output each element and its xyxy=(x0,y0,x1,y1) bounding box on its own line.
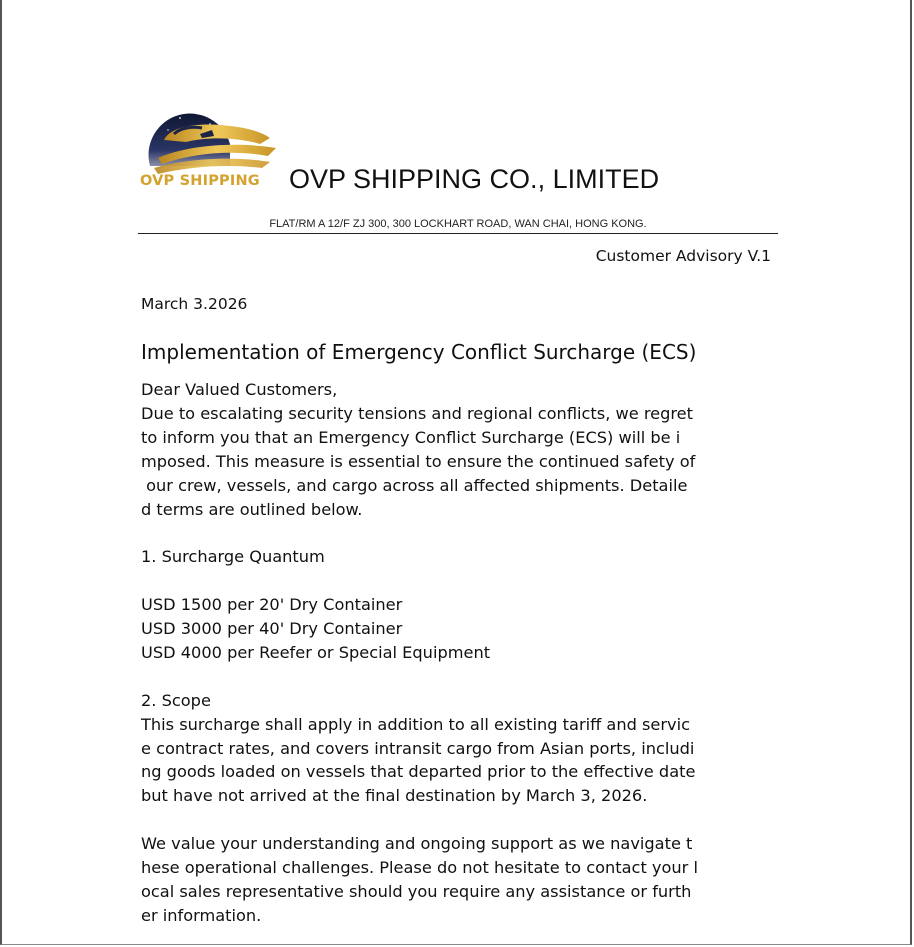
paragraph-gap xyxy=(141,808,781,832)
letter-date: March 3.2026 xyxy=(141,295,248,313)
paragraph-gap xyxy=(141,569,781,593)
company-address: FLAT/RM A 12/F ZJ 300, 300 LOCKHART ROAD, WAN CHAI, HONG KONG. xyxy=(269,218,647,230)
surcharge-item: USD 4000 per Reefer or Special Equipment xyxy=(141,642,491,662)
closing-line: We value your understanding and ongoing support as we navigate t xyxy=(141,834,693,854)
closing-line: hese operational challenges. Please do not hesitate to contact your l xyxy=(141,858,698,878)
letter-heading: Implementation of Emergency Conflict Surcharge (ECS) xyxy=(141,340,697,364)
intro-line: to inform you that an Emergency Conflict Surcharge (ECS) will be i xyxy=(141,427,681,447)
surcharge-item: USD 3000 per 40' Dry Container xyxy=(141,619,403,639)
scope-line: but have not arrived at the final destination by March 3, 2026. xyxy=(141,786,648,806)
paragraph-gap xyxy=(141,665,781,689)
surcharge-item: USD 1500 per 20' Dry Container xyxy=(141,595,403,615)
paragraph-gap xyxy=(141,521,781,545)
salutation: Dear Valued Customers, xyxy=(141,380,338,399)
intro-line: d terms are outlined below. xyxy=(141,499,363,519)
section-title-surcharge: 1. Surcharge Quantum xyxy=(141,547,325,567)
company-name: OVP SHIPPING CO., LIMITED xyxy=(289,164,660,194)
closing-line: ocal sales representative should you require any assistance or furth xyxy=(141,881,692,901)
logo-text: OVP SHIPPING xyxy=(140,173,260,189)
advisory-label: Customer Advisory V.1 xyxy=(595,247,771,265)
scope-line: ng goods loaded on vessels that departed prior to the effective date xyxy=(141,762,696,782)
header-divider xyxy=(138,233,778,234)
scope-line: This surcharge shall apply in addition to all existing tariff and servic xyxy=(141,714,691,734)
section-title-scope: 2. Scope xyxy=(141,690,211,710)
closing-line: er information. xyxy=(141,905,262,925)
scope-line: e contract rates, and covers intransit cargo from Asian ports, includi xyxy=(141,738,695,758)
intro-line: mposed. This measure is essential to ensure the continued safety of xyxy=(141,451,696,471)
intro-line: our crew, vessels, and cargo across all affected shipments. Detaile xyxy=(141,475,688,495)
intro-line: Due to escalating security tensions and regional conflicts, we regret xyxy=(141,403,693,423)
letter-body xyxy=(141,378,781,928)
